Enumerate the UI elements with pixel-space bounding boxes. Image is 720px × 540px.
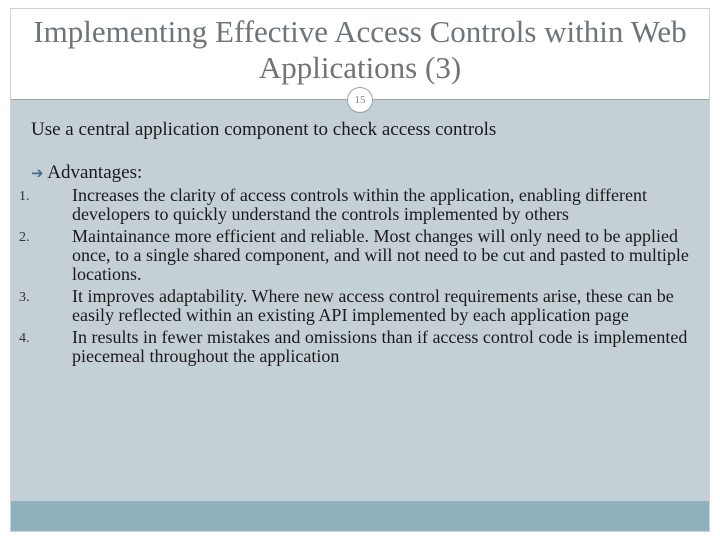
slide-number-badge: 15 [347,87,373,113]
title-rule-right [372,99,709,100]
slide-body [19,118,699,369]
list-item-text: Maintainance more efficient and reliable. Most changes will only need to be applied once, to a single shared component, and will not need to be cut and pasted to multiple locations. [72,226,689,284]
list-item-text: It improves adaptability. Where new access control requirements arise, these can be easily reflected within an existing API implemented by each application page [72,286,674,325]
advantages-label: Advantages: [47,162,143,183]
list-number: 1. [19,189,30,204]
list-number: 2. [19,230,30,245]
arrow-right-icon: ➔ [31,164,44,182]
lead-text: Use a central application component to check access controls [31,119,497,140]
advantages-list [19,186,699,366]
list-item [19,186,699,224]
list-item [19,328,699,366]
slide-title: Implementing Effective Access Controls within Web Applications (3) [33,14,687,85]
list-number: 4. [19,331,30,346]
list-item [19,287,699,325]
advantages-heading [31,162,699,184]
list-item [19,227,699,284]
list-item-text: In results in fewer mistakes and omissions than if access control code is implemented piecemeal throughout the application [72,327,688,366]
list-item-text: Increases the clarity of access controls within the application, enabling different developers to quickly understand the controls implemented by others [72,185,647,224]
title-rule-left [11,99,348,100]
list-number: 3. [19,290,30,305]
footer-bar [11,501,709,531]
